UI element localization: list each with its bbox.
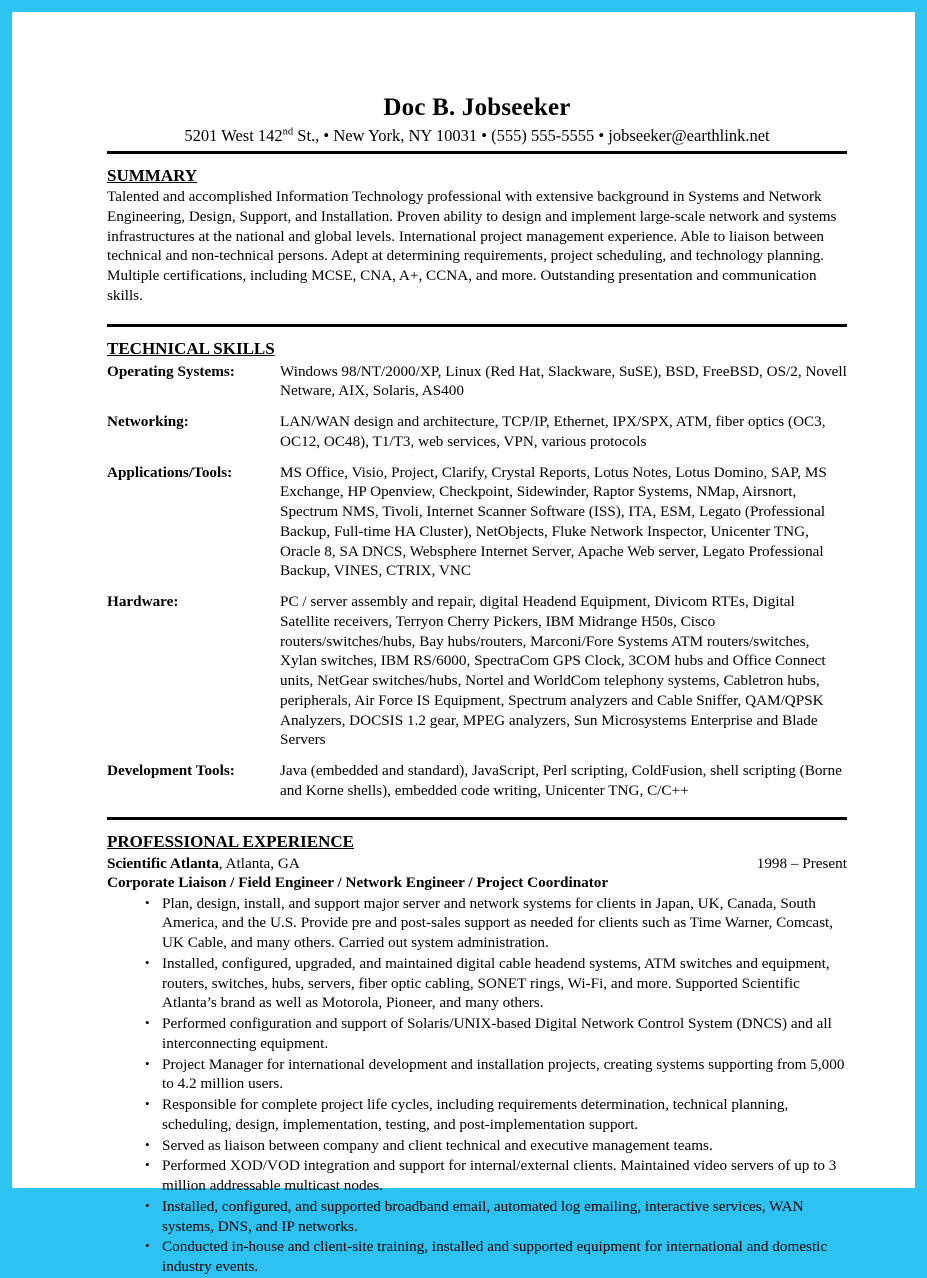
skill-value: MS Office, Visio, Project, Clarify, Crystal Reports, Lotus Notes, Lotus Domino, SAP, MS Exchange, HP Openview, Checkpoint, Sidewinder, Raptor Systems, NMap, Airsnort, Spectrum NMS, Tivoli, Internet Scanner Software (ISS), ITA, ESM, Legato (Professional Backup, Full-time HA Cluster), NetObjects, Fluke Network Inspector, Unicenter TNG, Oracle 8, SA DNCS, Websphere Internet Server, Apache Web server, Legato Professional Backup, VINES, CTRIX, VNC bbox=[280, 463, 827, 580]
job-responsibilities-list bbox=[107, 894, 847, 1277]
contact-address-ordinal: nd bbox=[282, 126, 294, 138]
skill-label: Operating Systems: bbox=[107, 362, 235, 380]
bullet-icon: • bbox=[145, 1055, 150, 1071]
list-item-text: Plan, design, install, and support major server and network systems for clients in Japan, UK, Canada, South America, and the U.S. Provide pre and post-sales support as needed for clients such as Time Warner, Comcast, UK Cable, and many others. Carried out system administration. bbox=[162, 894, 834, 951]
skill-value: LAN/WAN design and architecture, TCP/IP, Ethernet, IPX/SPX, ATM, fiber optics (OC3, OC12, OC48), T1/T3, web services, VPN, various protocols bbox=[280, 413, 826, 450]
list-item bbox=[107, 954, 847, 1013]
list-item bbox=[107, 1014, 847, 1054]
skill-value: Windows 98/NT/2000/XP, Linux (Red Hat, Slackware, SuSE), BSD, FreeBSD, OS/2, Novell Netware, AIX, Solaris, AS400 bbox=[280, 362, 847, 400]
technical-skills-heading: TECHNICAL SKILLS bbox=[107, 338, 275, 358]
bullet-icon: • bbox=[145, 1096, 150, 1111]
list-item-text: Project Manager for international development and installation projects, creating systems supporting from 5,000 to 4.2 million users. bbox=[162, 1055, 845, 1093]
skill-label: Hardware: bbox=[107, 593, 179, 610]
bullet-icon: • bbox=[145, 1136, 150, 1152]
summary-text: Talented and accomplished Information Technology professional with extensive background in Systems and Network Engineering, Design, Support, and Installation. Proven ability to design and implement large-scale network and systems infrastructures at the national and global levels. International project management experience. Able to liaison between technical and non-technical persons. Adept at determining requirements, project scheduling, and technology planning. Multiple certifications, including MCSE, CNA, A+, CCNA, and more. Outstanding presentation and communication skills. bbox=[107, 188, 837, 304]
job-header bbox=[107, 855, 847, 873]
job-dates: 1998 – Present bbox=[756, 854, 847, 872]
list-item-text: Responsible for complete project life cycles, including requirements determination, technical planning, scheduling, design, implementation, testing, and post-implementation support. bbox=[162, 1096, 789, 1133]
table-row bbox=[107, 362, 847, 413]
list-item-text: Performed XOD/VOD integration and support for internal/external clients. Maintained video servers of up to 3 million addressable multicast nodes. bbox=[162, 1157, 837, 1194]
resume-content bbox=[107, 32, 847, 1278]
bullet-icon: • bbox=[145, 954, 150, 970]
bullet-icon: • bbox=[145, 1157, 150, 1173]
list-item bbox=[107, 1095, 847, 1135]
technical-skills-section bbox=[107, 327, 847, 812]
skill-value: PC / server assembly and repair, digital Headend Equipment, Divicom RTEs, Digital Satellite receivers, Terryon Cherry Pickers, IBM Midrange H50s, Cisco routers/switches/hubs, Bay hubs/routers, Marconi/Fore Systems ATM routers/switches, Xylan switches, IBM RS/6000, SpectraCom GPS Clock, 3COM hubs and Office Connect units, NetGear switches/hubs, Nortel and WorldCom telephony systems, Cabletron hubs, peripherals, Air Force IS Equipment, Spectrum analyzers and Cable Sniffer, QAM/QPSK Analyzers, DOCSIS 1.2 gear, MPEG analyzers, Sun Microsystems Enterprise and Blade Servers bbox=[280, 593, 826, 749]
job-title: Corporate Liaison / Field Engineer / Network Engineer / Project Coordinator bbox=[107, 873, 609, 891]
job-company: Scientific Atlanta bbox=[107, 854, 219, 872]
bullet-icon: • bbox=[145, 1238, 150, 1254]
job-location: , Atlanta, GA bbox=[218, 854, 300, 872]
professional-experience-section bbox=[107, 820, 847, 1277]
list-item bbox=[107, 1136, 847, 1156]
skill-label: Development Tools: bbox=[107, 762, 235, 779]
table-row bbox=[107, 592, 847, 761]
table-row bbox=[107, 761, 847, 812]
job-company-location bbox=[107, 855, 300, 873]
list-item bbox=[107, 1237, 847, 1277]
skill-label: Applications/Tools: bbox=[107, 463, 233, 481]
professional-experience-heading: PROFESSIONAL EXPERIENCE bbox=[107, 831, 355, 851]
contact-address-rest: St., • New York, NY 10031 • (555) 555-5555 • jobseeker@earthlink.net bbox=[293, 126, 770, 145]
skill-value: Java (embedded and standard), JavaScript, Perl scripting, ColdFusion, shell scripting (Borne and Korne shells), embedded code writing, Unicenter TNG, C/C++ bbox=[280, 762, 842, 799]
candidate-name: Doc B. Jobseeker bbox=[383, 94, 571, 121]
table-row bbox=[107, 412, 847, 463]
list-item bbox=[107, 1055, 847, 1095]
list-item bbox=[107, 894, 847, 953]
bullet-icon: • bbox=[145, 1197, 150, 1213]
bullet-icon: • bbox=[145, 1015, 150, 1030]
list-item bbox=[107, 1156, 847, 1196]
bullet-icon: • bbox=[145, 894, 150, 910]
contact-address-prefix: 5201 West 142 bbox=[184, 126, 283, 145]
list-item bbox=[107, 1197, 847, 1237]
resume-page bbox=[12, 12, 915, 1275]
list-item-text: Installed, configured, upgraded, and maintained digital cable headend systems, ATM switches and equipment, routers, switches, hubs, servers, fiber optic cabling, SONET rings, Wi-Fi, and more. Supported Scientific Atlanta’s brand as well as Motorola, Pioneer, and many others. bbox=[162, 954, 830, 1012]
skill-label: Networking: bbox=[107, 413, 189, 430]
list-item-text: Served as liaison between company and client technical and executive management teams. bbox=[162, 1136, 713, 1154]
skills-table bbox=[107, 362, 847, 812]
summary-section bbox=[107, 154, 847, 306]
summary-heading: SUMMARY bbox=[107, 166, 198, 185]
contact-line bbox=[107, 126, 847, 146]
list-item-text: Conducted in-house and client-site training, installed and supported equipment for international and domestic industry events. bbox=[162, 1238, 828, 1275]
list-item-text: Installed, configured, and supported broadband email, automated log emailing, interactive services, WAN systems, DNS, and IP networks. bbox=[162, 1197, 804, 1235]
list-item-text: Performed configuration and support of Solaris/UNIX-based Digital Network Control System (DNCS) and all interconnecting equipment. bbox=[162, 1015, 832, 1052]
table-row bbox=[107, 463, 847, 593]
